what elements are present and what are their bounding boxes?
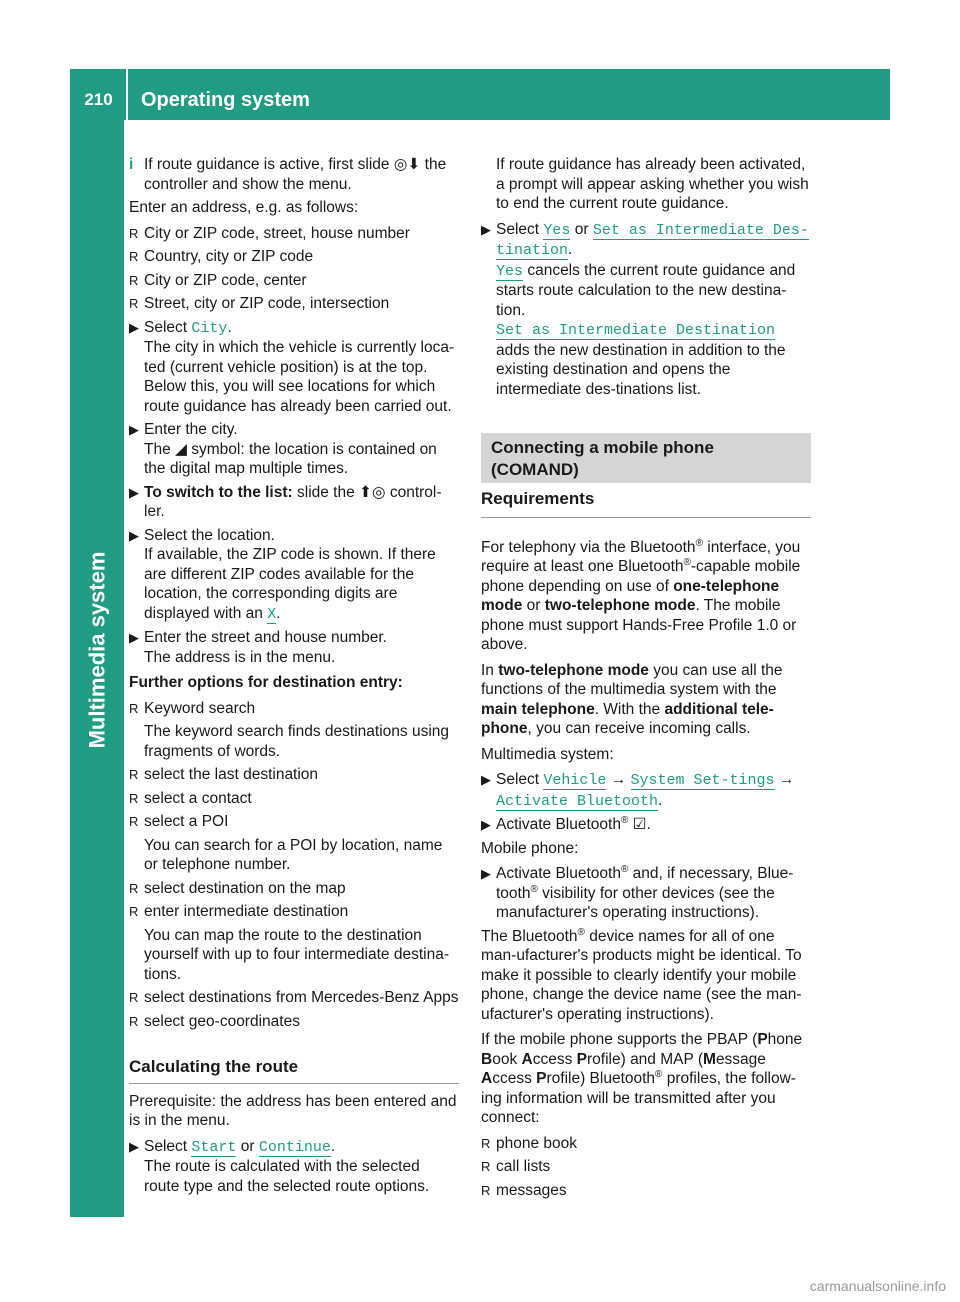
para-two-telephone-mode: In two-telephone mode you can use all the functions of the multimedia system with the main telephone. With the additional tele-phone, you can receive incoming calls. [481, 661, 783, 737]
page-title: Operating system [141, 89, 310, 111]
multimedia-label: Multimedia system: [481, 745, 614, 763]
step-arrow-icon: ▶ [129, 1138, 139, 1154]
bullet-icon: R [129, 767, 139, 782]
step-arrow-icon: ▶ [129, 484, 139, 500]
list-item: R City or ZIP code, street, house number [129, 224, 410, 242]
list-item: R messages [481, 1181, 567, 1199]
checkbox-checked-icon: ☑ [632, 816, 647, 833]
bullet-icon: R [129, 700, 139, 716]
section-title: Connecting a mobile phone (COMAND) [481, 433, 811, 483]
step-switch-list: ▶ To switch to the list: slide the ⬆◎ control-ler. [129, 483, 442, 520]
para-device-names: The Bluetooth® device names for all of one man-ufacturer's products might be identical. To make it possible to clearly identify your mobile phone, change the device name (see the man-ufacturer's operating instructions). [481, 926, 802, 1023]
step-select-location: ▶ Select the location. If available, the ZIP code is shown. If there are different ZIP codes available for the location, the corresponding digits are displayed with an X. [129, 526, 436, 623]
step-arrow-icon: ▶ [481, 866, 491, 881]
step-calc-select: ▶ Select Start or Continue. The route is calculated with the selected route type and the selected route options. [129, 1137, 430, 1195]
bullet-icon: R [129, 249, 139, 264]
bullet-icon: R [129, 990, 139, 1005]
step-enter-street: ▶ Enter the street and house number. The address is in the menu. [129, 629, 387, 666]
bullet-icon: R [481, 1135, 491, 1151]
continuation-text: If route guidance has already been activated, a prompt will appear asking whether you wish to end the current route guidance. [496, 156, 809, 212]
step-arrow-icon: ▶ [129, 319, 139, 335]
list-item: R select destinations from Mercedes-Benz Apps [129, 989, 459, 1006]
header-divider [126, 69, 128, 120]
list-item: R call lists [481, 1158, 551, 1175]
list-item: R select a contact [129, 789, 252, 807]
step-select-yes: ▶ Select Yes or Set as Intermediate Des-tination. Yes cancels the current route guidance and starts route calculation to the new destina-tion. Set as Intermediate Destination adds the new destination in addition to the existing destination and opens the intermediate des-tinations list. [481, 220, 809, 398]
bullet-icon: R [129, 1013, 139, 1029]
calc-prerequisite: Prerequisite: the address has been entered and is in the menu. [129, 1092, 457, 1129]
list-item: R Street, city or ZIP code, intersection [129, 295, 390, 312]
bullet-icon: R [129, 296, 139, 311]
bullet-icon: R [129, 904, 139, 919]
bullet-icon: R [481, 1159, 491, 1174]
step-arrow-icon: ▶ [481, 221, 491, 237]
info-note: i If route guidance is active, first slide ◎⬇ the controller and show the menu. [129, 156, 447, 193]
step-arrow-icon: ▶ [481, 772, 491, 787]
step-arrow-icon: ▶ [129, 527, 139, 543]
bullet-icon: R [481, 1182, 491, 1198]
bullet-icon: R [129, 790, 139, 806]
list-item: R select geo-coordinates [129, 1012, 300, 1030]
bullet-icon: R [129, 225, 139, 241]
info-icon: i [129, 156, 134, 173]
page-number: 210 [84, 90, 113, 109]
step-arrow-icon: ▶ [481, 817, 491, 832]
step-enter-city: ▶ Enter the city. The ◢ symbol: the location is contained on the digital map multiple times. [129, 421, 437, 477]
list-item: R Country, city or ZIP code [129, 248, 314, 265]
intro-text: Enter an address, e.g. as follows: [129, 199, 359, 216]
watermark: carmanualsonline.info [809, 1277, 946, 1294]
step-phone-bluetooth: ▶ Activate Bluetooth® and, if necessary, Blue-tooth® visibility for other devices (see the manufacturer's operating instructions). [481, 863, 794, 921]
bullet-icon: R [129, 272, 139, 288]
list-item: R select a POI You can search for a POI by location, name or telephone number. [129, 813, 443, 873]
step-select-vehicle: ▶ Select Vehicle → System Set-tings → Activate Bluetooth. [481, 771, 795, 810]
left-column [129, 155, 459, 1200]
list-item: R Keyword search The keyword search finds destinations using fragments of words. [129, 699, 449, 760]
para-pbap-map: If the mobile phone supports the PBAP (Phone Book Access Profile) and MAP (Message Access Profile) Bluetooth® profiles, the follow-ing information will be transmitted after you connect: [481, 1031, 803, 1126]
step-select-city: ▶ Select City. The city in which the vehicle is currently loca-ted (current vehicle position) is at the top. Below this, you will see locations for which route guidance has already been carried out. [129, 318, 455, 415]
calc-route-heading: Calculating the route [129, 1057, 459, 1084]
further-options-heading: Further options for destination entry: [129, 674, 403, 691]
requirements-heading: Requirements [481, 489, 811, 518]
step-activate-bluetooth: ▶ Activate Bluetooth® ☑. [481, 814, 651, 833]
step-arrow-icon: ▶ [129, 630, 139, 645]
bullet-icon: R [129, 880, 139, 896]
side-tab-label: Multimedia system [84, 551, 110, 749]
para-bluetooth-requirements: For telephony via the Bluetooth® interface, you require at least one Bluetooth®-capable mobile phone depending on use of one-telephone mode or two-telephone mode. The mobile phone must support Hands-Free Profile 1.0 or above. [481, 537, 801, 653]
bullet-icon: R [129, 814, 139, 829]
list-item: R phone book [481, 1134, 578, 1152]
right-column [481, 155, 811, 1204]
list-item: R select the last destination [129, 766, 319, 783]
list-item: R enter intermediate destination You can map the route to the destination yourself with up to four intermediate destina-tions. [129, 903, 449, 983]
list-item: R select destination on the map [129, 879, 346, 897]
list-item: R City or ZIP code, center [129, 271, 307, 289]
step-arrow-icon: ▶ [129, 422, 139, 437]
mobile-phone-label: Mobile phone: [481, 839, 579, 857]
